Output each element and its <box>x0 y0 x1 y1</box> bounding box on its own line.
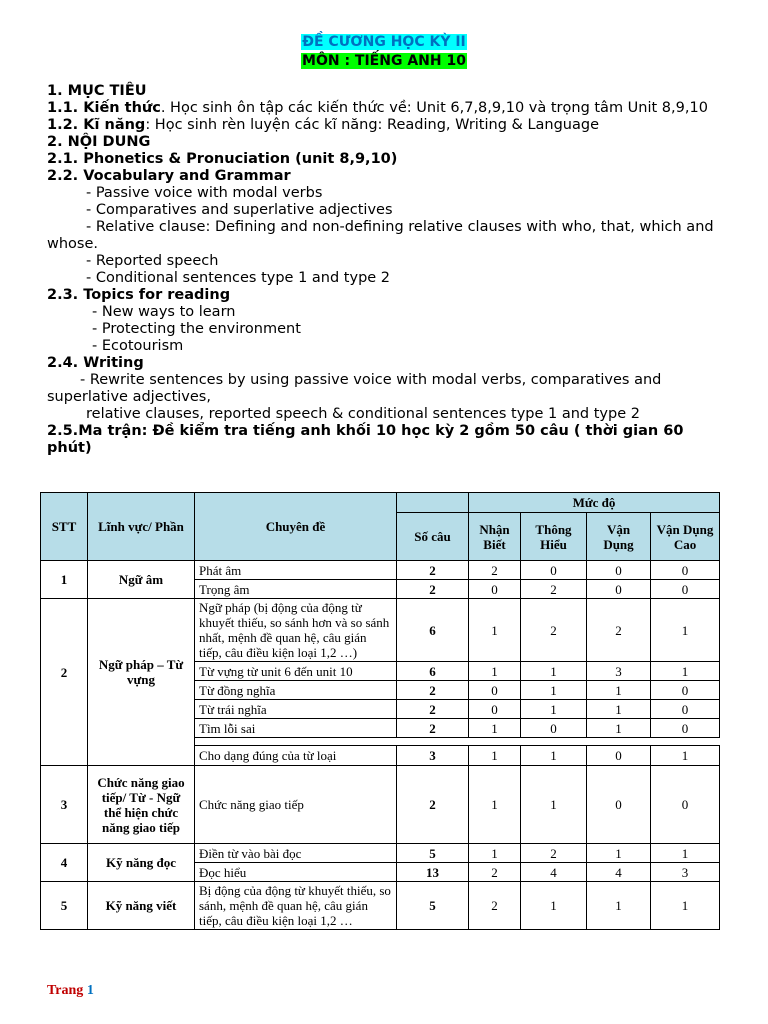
section-2-2-heading: 2.2. Vocabulary and Grammar <box>47 168 291 184</box>
row-topic: Từ trái nghĩa <box>195 700 397 719</box>
group-stt: 1 <box>41 561 88 599</box>
grammar-item: - Passive voice with modal verbs <box>86 185 323 201</box>
section-1-2 <box>47 117 725 134</box>
grammar-item: - Relative clause: Defining and non-defining relative clauses with who, that, which and whose. <box>47 219 714 252</box>
row-level-3: 1 <box>587 700 651 719</box>
grammar-item: - Reported speech <box>86 253 219 269</box>
outline-content <box>47 83 725 457</box>
row-level-4: 3 <box>651 863 720 882</box>
header-area: Lĩnh vực/ Phần <box>88 493 195 561</box>
topic-item: - Protecting the environment <box>92 321 301 337</box>
section-1-2-label: 1.2. Kĩ năng <box>47 117 146 133</box>
row-topic: Ngữ pháp (bị động của động từ khuyết thiếu, so sánh hơn và so sánh nhất, mệnh đề quan hệ, câu gián tiếp, câu điều kiện loại 1,2 …) <box>195 599 397 662</box>
row-level-2: 2 <box>521 599 587 662</box>
spacer-row <box>195 738 720 746</box>
row-count: 6 <box>397 662 469 681</box>
section-2-4-heading: 2.4. Writing <box>47 355 144 371</box>
header-level: Mức độ <box>469 493 720 513</box>
row-count: 2 <box>397 681 469 700</box>
row-level-1: 1 <box>469 662 521 681</box>
row-level-3: 0 <box>587 580 651 599</box>
header-level-4: Vận Dụng Cao <box>651 513 720 561</box>
section-1-1-text: . Học sinh ôn tập các kiến thức về: Unit 6,7,8,9,10 và trọng tâm Unit 8,9,10 <box>160 100 708 116</box>
row-level-4: 0 <box>651 766 720 844</box>
section-1-1 <box>47 100 725 117</box>
row-level-1: 1 <box>469 844 521 863</box>
row-level-1: 2 <box>469 882 521 930</box>
header-count: Số câu <box>397 513 469 561</box>
header-topic: Chuyên đề <box>195 493 397 561</box>
group-stt: 5 <box>41 882 88 930</box>
row-level-3: 1 <box>587 844 651 863</box>
row-level-1: 0 <box>469 580 521 599</box>
row-level-3: 0 <box>587 746 651 766</box>
group-area: Kỹ năng đọc <box>88 844 195 882</box>
section-1-1-label: 1.1. Kiến thức <box>47 100 161 116</box>
row-level-2: 1 <box>521 746 587 766</box>
row-level-1: 1 <box>469 719 521 738</box>
row-count: 2 <box>397 561 469 580</box>
topic-item: - Ecotourism <box>92 338 184 354</box>
exam-matrix-table <box>40 492 720 930</box>
row-level-3: 0 <box>587 561 651 580</box>
row-level-1: 2 <box>469 561 521 580</box>
document-title <box>0 31 768 69</box>
row-count: 2 <box>397 700 469 719</box>
row-level-2: 1 <box>521 681 587 700</box>
topic-item: - New ways to learn <box>92 304 236 320</box>
section-1-heading: 1. MỤC TIÊU <box>47 83 147 99</box>
row-level-3: 1 <box>587 719 651 738</box>
row-level-2: 1 <box>521 662 587 681</box>
row-level-3: 3 <box>587 662 651 681</box>
title-line-1: ĐỀ CƯƠNG HỌC KỲ II <box>302 34 466 50</box>
row-topic: Điền từ vào bài đọc <box>195 844 397 863</box>
row-topic: Từ đồng nghĩa <box>195 681 397 700</box>
row-level-2: 2 <box>521 580 587 599</box>
row-count: 13 <box>397 863 469 882</box>
row-level-4: 0 <box>651 561 720 580</box>
row-count: 5 <box>397 882 469 930</box>
section-2-1-heading: 2.1. Phonetics & Pronuciation (unit 8,9,10) <box>47 151 398 167</box>
section-2-heading: 2. NỘI DUNG <box>47 134 151 150</box>
row-topic: Trọng âm <box>195 580 397 599</box>
row-level-4: 0 <box>651 700 720 719</box>
row-topic: Chức năng giao tiếp <box>195 766 397 844</box>
row-count: 2 <box>397 719 469 738</box>
writing-line: - Rewrite sentences by using passive voice with modal verbs, comparatives and superlative adjectives, <box>47 372 662 405</box>
row-level-4: 0 <box>651 580 720 599</box>
section-2-5-heading: 2.5.Ma trận: Đề kiểm tra tiếng anh khối 10 học kỳ 2 gồm 50 câu ( thời gian 60 phút) <box>47 423 684 456</box>
blank-cell <box>41 746 88 766</box>
row-topic: Cho dạng đúng của từ loại <box>195 746 397 766</box>
row-count: 6 <box>397 599 469 662</box>
page-label: Trang <box>47 983 84 998</box>
writing-line: relative clauses, reported speech & conditional sentences type 1 and type 2 <box>86 406 640 422</box>
row-topic: Phát âm <box>195 561 397 580</box>
group-area: Ngữ pháp – Từ vựng <box>88 599 195 746</box>
row-level-4: 1 <box>651 746 720 766</box>
row-level-1: 0 <box>469 681 521 700</box>
row-topic: Tìm lỗi sai <box>195 719 397 738</box>
row-level-4: 1 <box>651 882 720 930</box>
row-level-3: 1 <box>587 882 651 930</box>
row-level-2: 0 <box>521 719 587 738</box>
row-count: 3 <box>397 746 469 766</box>
row-level-4: 0 <box>651 719 720 738</box>
section-1-2-text: : Học sinh rèn luyện các kĩ năng: Reading, Writing & Language <box>145 117 599 133</box>
header-stt: STT <box>41 493 88 561</box>
page-number: 1 <box>86 983 94 998</box>
row-level-1: 1 <box>469 746 521 766</box>
grammar-item: - Comparatives and superlative adjectives <box>86 202 393 218</box>
row-level-2: 0 <box>521 561 587 580</box>
group-stt: 4 <box>41 844 88 882</box>
row-level-4: 1 <box>651 599 720 662</box>
title-line-2: MÔN : TIẾNG ANH 10 <box>302 53 466 69</box>
row-level-4: 0 <box>651 681 720 700</box>
row-level-2: 1 <box>521 700 587 719</box>
row-topic: Đọc hiểu <box>195 863 397 882</box>
group-area: Ngữ âm <box>88 561 195 599</box>
grammar-item: - Conditional sentences type 1 and type 2 <box>86 270 391 286</box>
group-stt: 3 <box>41 766 88 844</box>
header-level-1: Nhận Biết <box>469 513 521 561</box>
row-level-4: 1 <box>651 844 720 863</box>
row-level-2: 1 <box>521 766 587 844</box>
row-level-1: 2 <box>469 863 521 882</box>
page-footer <box>47 983 94 999</box>
row-count: 5 <box>397 844 469 863</box>
row-level-3: 4 <box>587 863 651 882</box>
row-level-3: 2 <box>587 599 651 662</box>
row-count: 2 <box>397 766 469 844</box>
row-level-2: 1 <box>521 882 587 930</box>
header-level-3: Vận Dụng <box>587 513 651 561</box>
row-count: 2 <box>397 580 469 599</box>
row-level-1: 1 <box>469 766 521 844</box>
row-level-2: 4 <box>521 863 587 882</box>
row-level-4: 1 <box>651 662 720 681</box>
row-topic: Từ vựng từ unit 6 đến unit 10 <box>195 662 397 681</box>
row-topic: Bị động của động từ khuyết thiếu, so sánh, mệnh đề quan hệ, câu gián tiếp, câu điều kiện loại 1,2 … <box>195 882 397 930</box>
blank-cell <box>88 746 195 766</box>
row-level-1: 1 <box>469 599 521 662</box>
section-2-3-heading: 2.3. Topics for reading <box>47 287 231 303</box>
row-level-3: 1 <box>587 681 651 700</box>
group-stt: 2 <box>41 599 88 746</box>
group-area: Chức năng giao tiếp/ Từ - Ngữ thể hiện chức năng giao tiếp <box>88 766 195 844</box>
row-level-1: 0 <box>469 700 521 719</box>
header-blank <box>397 493 469 513</box>
group-area: Kỹ năng viết <box>88 882 195 930</box>
row-level-3: 0 <box>587 766 651 844</box>
row-level-2: 2 <box>521 844 587 863</box>
header-level-2: Thông Hiểu <box>521 513 587 561</box>
